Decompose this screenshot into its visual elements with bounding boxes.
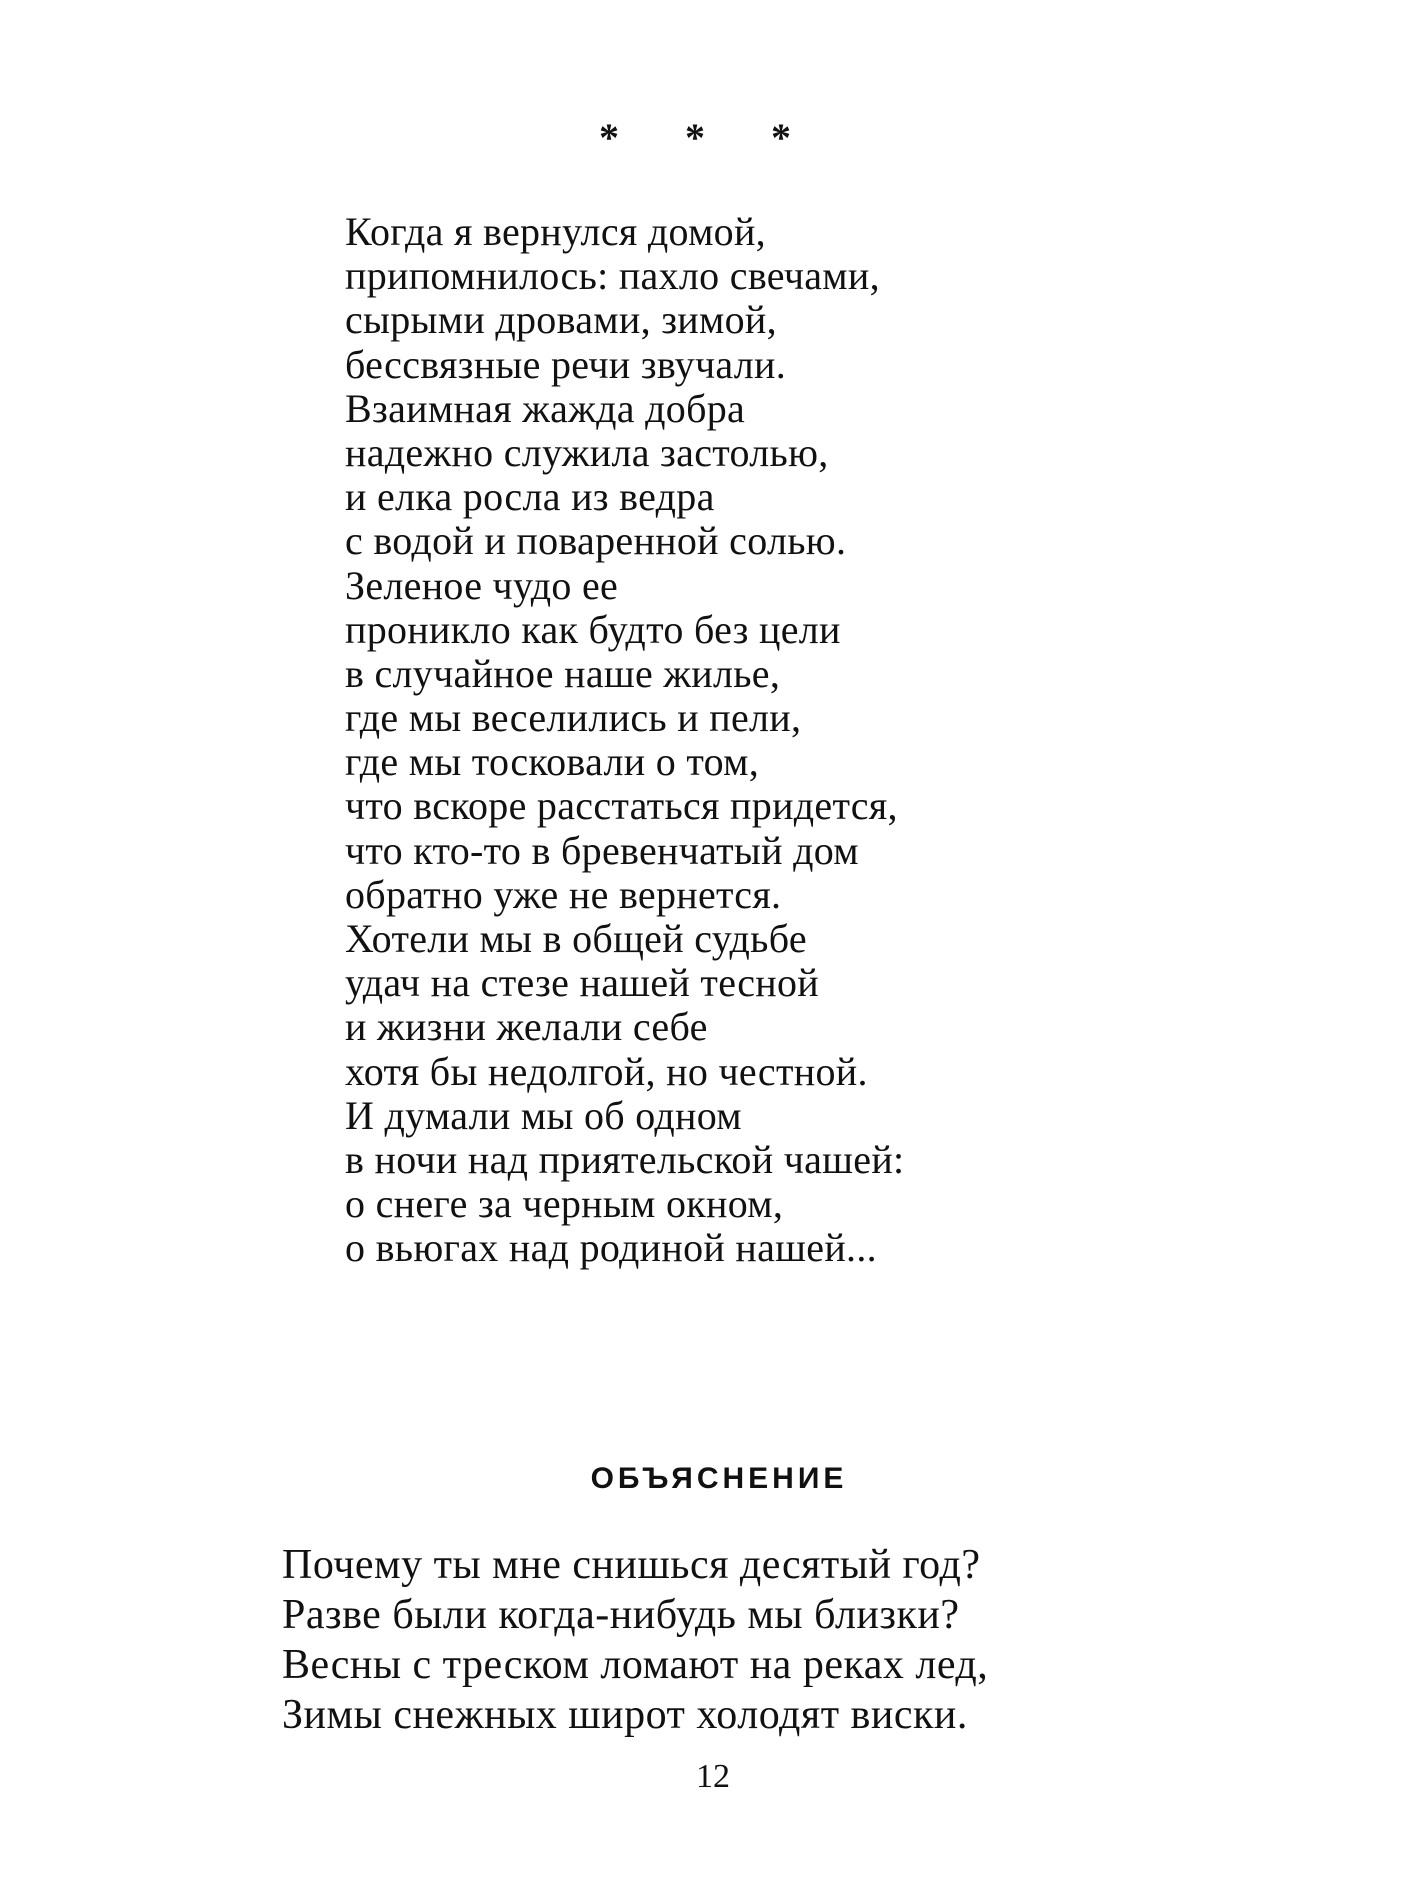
poem-line: припомнилось: пахло свечами, — [345, 253, 880, 299]
poem-line: И думали мы об одном — [345, 1092, 742, 1138]
poem-line: обратно уже не вернется. — [345, 871, 782, 917]
poem-line: удач на стезе нашей тесной — [345, 960, 820, 1006]
poem-line: Зеленое чудо ее — [345, 562, 619, 608]
poem-line: где мы веселились и пели, — [345, 695, 802, 741]
poem-line: в ночи над приятельской чашей: — [345, 1136, 905, 1182]
page-number: 12 — [696, 1758, 730, 1795]
poem-explanation — [282, 1540, 988, 1740]
poem-line: Зимы снежных широт холодят виски. — [282, 1692, 968, 1738]
poem-line: что кто-то в бревенчатый дом — [345, 827, 859, 873]
poem-line: Разве были когда-нибудь мы близки? — [282, 1592, 960, 1638]
poem-line: в случайное наше жилье, — [345, 650, 781, 696]
poem-line: Весны с треском ломают на реках лед, — [282, 1642, 989, 1688]
poem-line: Когда я вернулся домой, — [345, 209, 766, 254]
poem-line: о снеге за черным окном, — [345, 1181, 784, 1227]
section-separator: * * * — [599, 115, 819, 160]
poem-line: бессвязные речи звучали. — [345, 341, 787, 387]
poem-line: о вьюгах над родиной нашей... — [345, 1225, 877, 1271]
poem-line: и елка росла из ведра — [345, 474, 715, 520]
poem-title: ОБЪЯСНЕНИЕ — [590, 1462, 848, 1495]
poem-line: Взаимная жажда добра — [345, 385, 746, 431]
poem-line: Хотели мы в общей судьбе — [345, 916, 807, 961]
poem-line: что вскоре расстаться придется, — [345, 783, 898, 829]
poem-line: и жизни желали себе — [345, 1004, 708, 1050]
poem-untitled — [345, 210, 904, 1271]
poem-line: хотя бы недолгой, но честной. — [345, 1048, 868, 1094]
poem-line: надежно служила застолью, — [345, 429, 829, 475]
poem-line: проникло как будто без цели — [345, 606, 841, 652]
poem-line: сырыми дровами, зимой, — [345, 297, 777, 343]
poem-line: Почему ты мне снишься десятый год? — [282, 1542, 981, 1588]
poem-line: где мы тосковали о том, — [345, 739, 760, 785]
poem-line: с водой и поваренной солью. — [345, 518, 847, 564]
